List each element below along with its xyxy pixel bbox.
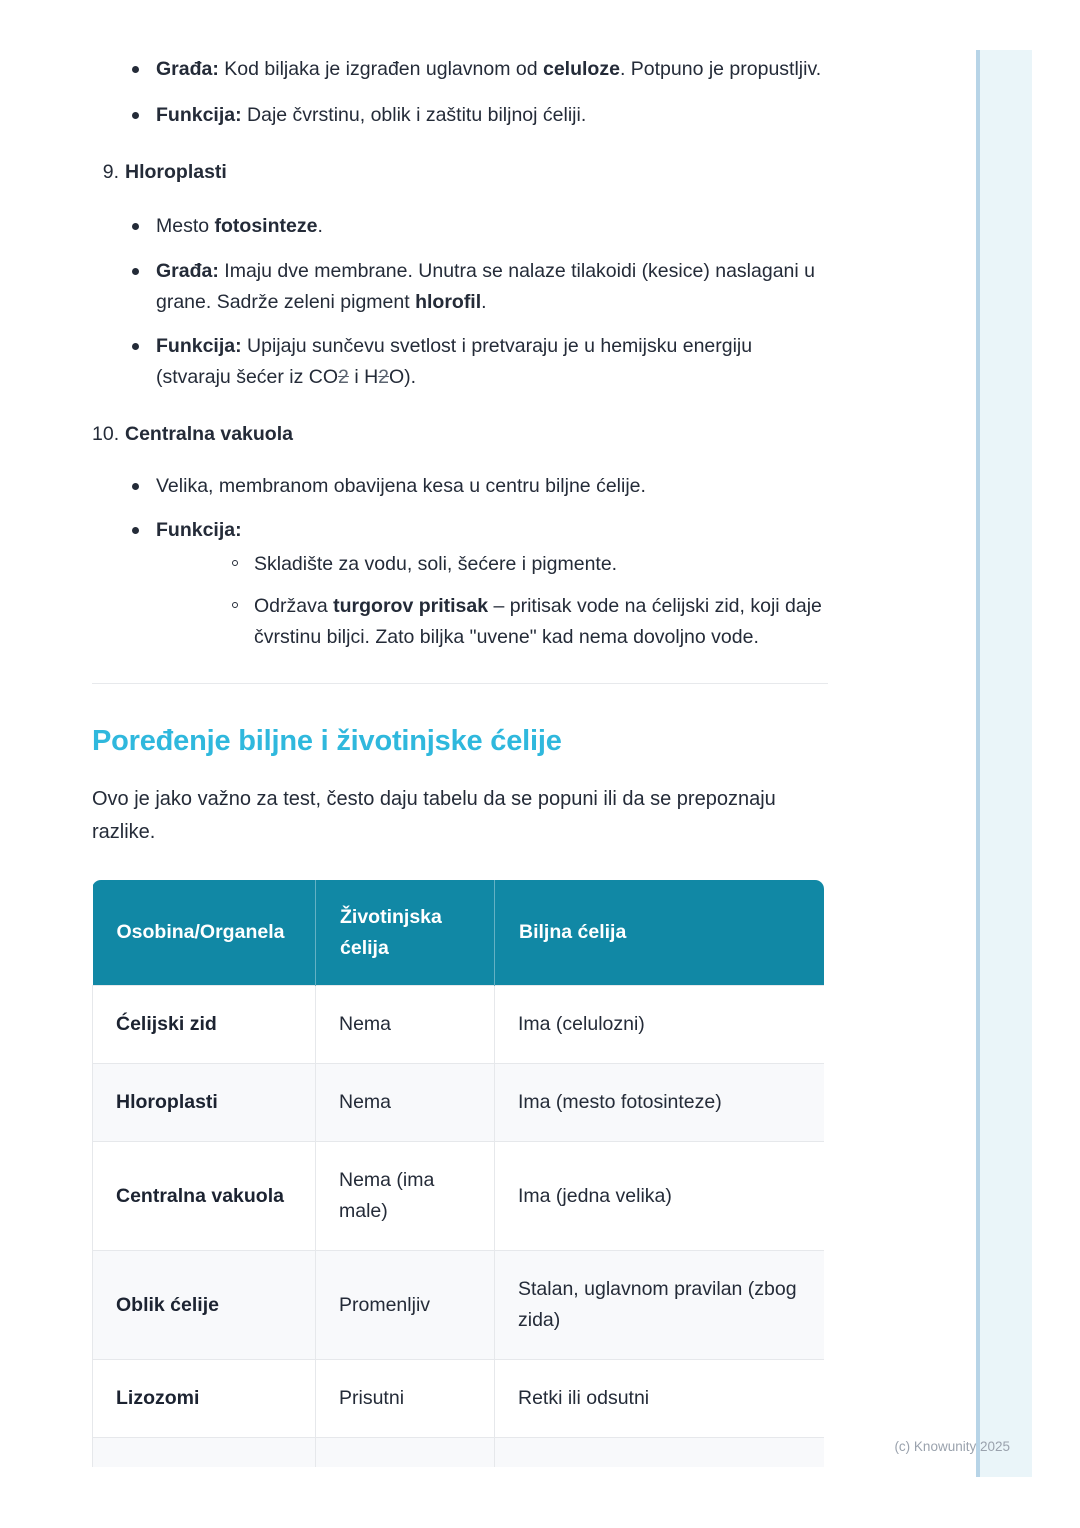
document-content [92,0,828,1467]
list-item-funkcija [92,515,828,653]
cell-organelle: Ćelijski zid [93,986,316,1064]
cell-animal: Nema (ima male) [316,1142,495,1251]
sub-list-item-turgor [156,591,828,653]
bullet-list-vakuola [92,471,828,653]
cell-organelle: Lizozomi [93,1360,316,1438]
item-title: Hloroplasti [125,161,227,183]
item-number: 10. [92,423,120,445]
text: Imaju dve membrane. Unutra se nalaze tilakoidi (kesice) naslagani u grane. Sadrže zeleni pigment [156,260,815,313]
sub-bullet-list [156,549,828,653]
numbered-item-10 [92,419,828,450]
table-row-partial [93,1438,825,1468]
table-row-celijski-zid [93,986,825,1064]
list-item-funkcija [92,100,828,131]
section-divider [92,683,828,684]
list-item-gradja [92,256,828,318]
bullet-list-cell-wall [92,54,828,131]
struck-subscript: 2 [378,366,390,388]
cell-animal: Nema [316,986,495,1064]
cell-organelle [93,1438,316,1468]
table-row-hloroplasti [93,1064,825,1142]
bold-text: Funkcija: [156,104,242,126]
list-item-velika [92,471,828,502]
text: i H [348,366,379,388]
item-number: 9. [102,161,119,183]
text: Kod biljaka je izgrađen uglavnom od [218,58,543,80]
cell-organelle: Hloroplasti [93,1064,316,1142]
page-edge-stripe [976,50,1032,1477]
text: Mesto [156,215,215,237]
text: Velika, membranom obavijena kesa u centru biljne ćelije. [156,475,646,497]
cell-plant: Stalan, uglavnom pravilan (zbog zida) [495,1251,825,1360]
table-row-centralna-vakuola [93,1142,825,1251]
text: . Potpuno je propustljiv. [619,58,822,80]
table-row-oblik-celije [93,1251,825,1360]
bold-text: turgorov pritisak [333,595,489,617]
cell-plant [495,1438,825,1468]
text: – pritisak vode na ćelijski zid, koji daje čvrstinu biljci. Zato biljka "uvene" kad nema dovoljno vode. [254,595,822,648]
struck-subscript: 2 [338,366,349,388]
header-cell-animal: Životinjska ćelija [316,880,495,986]
cell-plant: Ima (jedna velika) [495,1142,825,1251]
cell-animal: Prisutni [316,1360,495,1438]
text: . [317,215,323,237]
sub-list-item-skladiste [156,549,828,580]
section-heading: Poređenje biljne i životinjske ćelije [92,725,562,757]
text: . [481,291,487,313]
text: Skladište za vodu, soli, šećere i pigmente. [254,553,618,575]
header-cell-organelle: Osobina/Organela [93,880,316,986]
cell-organelle: Centralna vakuola [93,1142,316,1251]
bullet-list-hloroplasti [92,211,828,393]
table-header-row [93,880,825,986]
text: O). [389,366,417,388]
list-item-mesto [92,211,828,242]
header-cell-plant: Biljna ćelija [495,880,825,986]
comparison-table [92,880,824,1467]
cell-animal [316,1438,495,1468]
table-row-lizozomi [93,1360,825,1438]
item-title: Centralna vakuola [125,423,293,445]
bold-text: celuloze [542,58,620,80]
cell-plant: Ima (celulozni) [495,986,825,1064]
intro-paragraph: Ovo je jako važno za test, često daju tabelu da se popuni ili da se prepoznaju razlike. [92,788,776,844]
bold-text: hlorofil [415,291,482,313]
bold-text: Funkcija: [156,519,242,541]
bold-text: fotosinteze [214,215,318,237]
cell-animal: Promenljiv [316,1251,495,1360]
bold-text: Funkcija: [156,335,242,357]
watermark: (c) Knowunity 2025 [894,1439,1010,1454]
cell-animal: Nema [316,1064,495,1142]
list-item-gradja [92,54,828,85]
list-item-funkcija [92,331,828,393]
cell-organelle: Oblik ćelije [93,1251,316,1360]
bold-text: Građa: [156,260,219,282]
numbered-item-9 [92,157,828,188]
cell-plant: Ima (mesto fotosinteze) [495,1064,825,1142]
cell-plant: Retki ili odsutni [495,1360,825,1438]
text: Upijaju sunčevu svetlost i pretvaraju je u hemijsku energiju (stvaraju šećer iz CO [156,335,753,388]
bold-text: Građa: [156,58,219,80]
text: Daje čvrstinu, oblik i zaštitu biljnoj ćeliji. [241,104,587,126]
text: Održava [254,595,334,617]
